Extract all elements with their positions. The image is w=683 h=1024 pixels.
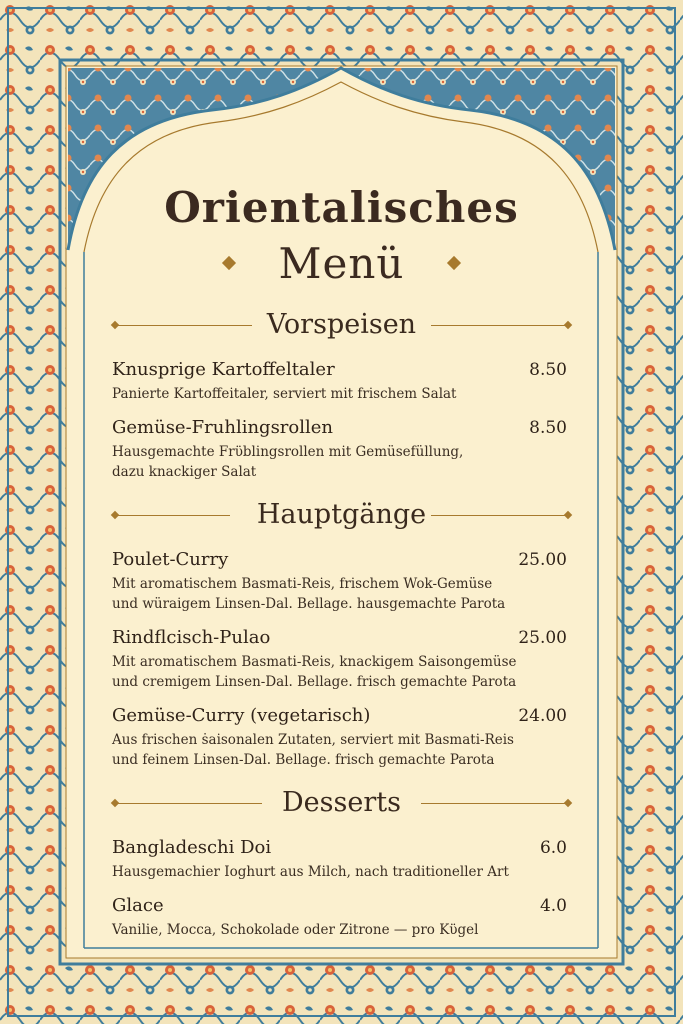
menu-item-row: [112, 836, 571, 860]
menu-item-description: Hausgemachte Frϋblingsrollen mit Gemüsefüllung,: [112, 444, 464, 460]
diamond-ornament-icon: [447, 256, 461, 270]
menu-item-description: Mit aromatischem Basmati-Reis, knackigem Saisongemüse: [112, 654, 517, 670]
menu-item-row: [112, 626, 571, 650]
section-header: [112, 784, 571, 824]
menu-item-price: 25.00: [518, 550, 567, 570]
menu-item-description: Aus frischen ṡaisonalen Zutaten, serviert mit Basmati-Reis: [112, 732, 514, 748]
menu-item-description: Panierte Kartoffeitaler, serviert mit frischem Salat: [112, 386, 457, 402]
menu-title-row: [112, 236, 571, 292]
menu-item-price: 24.00: [518, 706, 567, 726]
menu-item-row: [112, 894, 571, 918]
menu-item: [112, 836, 571, 882]
menu-item-description: und cremigem Linsen-Dal. Bellage. frisch gemachte Parota: [112, 674, 517, 690]
menu-item-description: Vanilie, Mocca, Schokolade oder Zitrone — pro Kϋgel: [112, 922, 479, 938]
menu-item-price: 8.50: [529, 360, 567, 380]
menu-item-description: Hausgemachier Ioghurt aus Milch, nach traditioneller Art: [112, 864, 509, 880]
menu-item: [112, 704, 571, 770]
menu-item-price: 8.50: [529, 418, 567, 438]
menu-item: [112, 626, 571, 692]
menu-item-row: [112, 416, 571, 440]
section-header: [112, 496, 571, 536]
menu-item-description: und würaigem Linsen-Dal. Bellage. hausgemachte Parota: [112, 596, 506, 612]
menu-item-name: Knusprige Kartoffeltaler: [112, 359, 335, 380]
menu-item-name: Glace: [112, 895, 164, 916]
section-title: Hauptgänge: [256, 499, 427, 530]
menu-item-name: Bangladeschi Doi: [112, 837, 272, 858]
menu-item-name: Poulet-Curry: [112, 549, 229, 570]
menu-title-line1: Orientalisches: [164, 183, 519, 232]
menu-item-name: Rindflcisch-Pulao: [112, 627, 271, 648]
menu-item-row: [112, 704, 571, 728]
section-title: Vorspeisen: [266, 309, 417, 340]
menu-item-price: 4.0: [539, 896, 567, 916]
menu-item-row: [112, 548, 571, 572]
menu-item-price: 6.0: [539, 838, 567, 858]
menu-content: [112, 180, 571, 940]
menu-item-name: Gemüse-Curry (vegetarisch): [112, 705, 371, 726]
menu-item: [112, 548, 571, 614]
menu-item: [112, 894, 571, 940]
menu-item-price: 25.00: [518, 628, 567, 648]
menu-item: [112, 358, 571, 404]
menu-item: [112, 416, 571, 482]
menu-item-description: Mit aromatischem Basmati-Reis, frischem Wok-Gemüse: [112, 576, 493, 592]
menu-title-line2: Menü: [278, 239, 405, 288]
menu-item-description: und feinem Linsen-Dal. Bellage. frisch gemachte Parota: [112, 752, 495, 768]
menu-item-description: dazu knackiger Salat: [112, 464, 257, 480]
menu-item-row: [112, 358, 571, 382]
menu-item-name: Gemüse-Fruhlingsrollen: [112, 417, 334, 438]
section-title: Desserts: [282, 787, 401, 818]
diamond-ornament-icon: [222, 256, 236, 270]
menu-sections: [112, 306, 571, 940]
section-header: [112, 306, 571, 346]
